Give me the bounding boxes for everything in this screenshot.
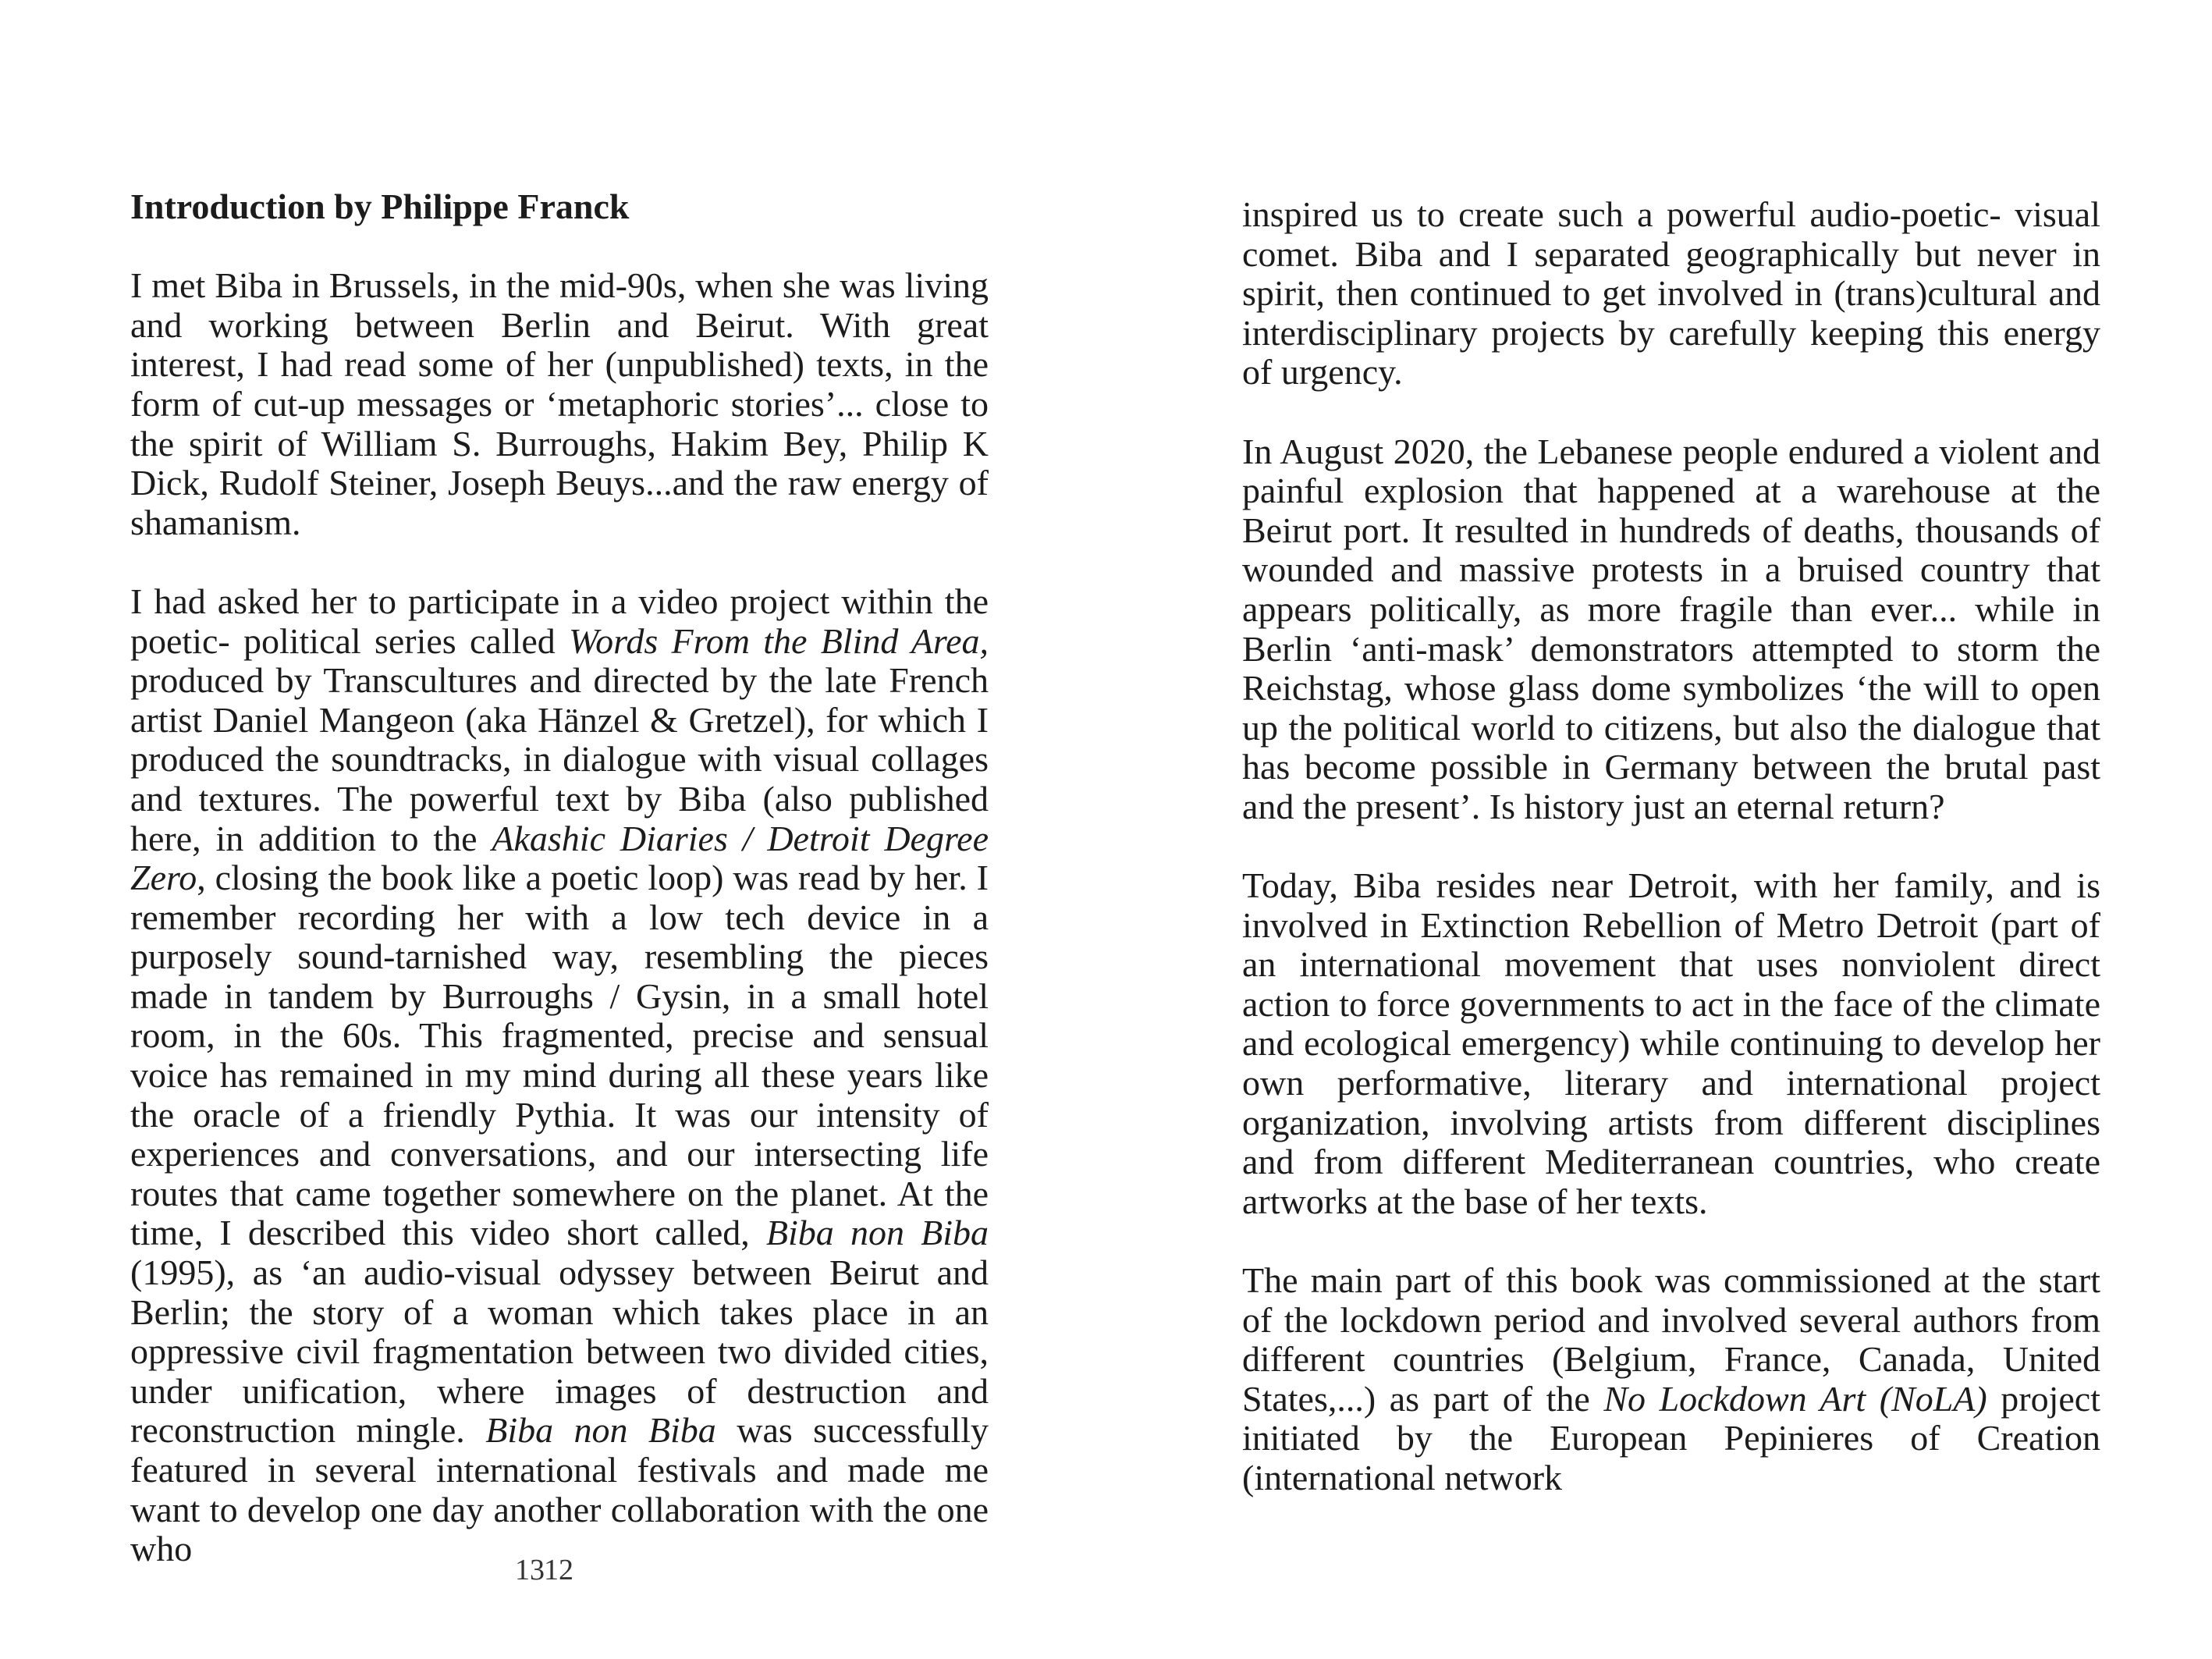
- paragraph-text: Today, Biba resides near Detroit, with her family, and is involved in Extinction Rebellion of Metro Detroit (part of an international movement that uses nonviolent direct action to force governments to act in the face of the climate and ecological emergency) while continuing to develop her own performative, literary and international project organization, involving artists from different disciplines and from different Mediterranean countries, who create artworks at the base of her texts.: [1242, 865, 2100, 1221]
- body-paragraph: [130, 266, 989, 542]
- right-paragraphs: [1242, 195, 2100, 1498]
- body-paragraph: [1242, 195, 2100, 393]
- paragraph-text: In August 2020, the Lebanese people endured a violent and painful explosion that happened at a warehouse at the Beirut port. It resulted in hundreds of deaths, thousands of wounded and massive protests in a bruised country that appears politically, as more fragile than ever... while in Berlin ‘anti-mask’ demonstrators attempted to storm the Reichstag, whose glass dome symbolizes ‘the will to open up the political world to citizens, but also the dialogue that has become possible in Germany between the brutal past and the present’. Is history just an eternal return?: [1242, 431, 2100, 826]
- italic-title-text: Akashic Diaries / Detroit Degree Zero: [130, 818, 989, 898]
- right-text-column: [1242, 195, 2100, 1498]
- italic-title-text: Biba non Biba: [485, 1410, 716, 1451]
- paragraph-text: I had asked her to participate in a video project within the poetic- political series called: [130, 581, 989, 661]
- body-paragraph: [1242, 432, 2100, 827]
- italic-title-text: No Lockdown Art (NoLA): [1603, 1378, 1987, 1419]
- italic-title-text: Biba non Biba: [765, 1213, 989, 1253]
- paragraph-text: , closing the book like a poetic loop) was read by her. I remember recording her with a low tech device in a purposely sound-tarnished way, resembling the pieces made in tandem by Burroughs / Gysin, in a small hotel room, in the 60s. This fragmented, precise and sensual voice has remained in my mind during all these years like the oracle of a friendly Pythia. It was our intensity of experiences and conversations, and our intersecting life routes that came together somewhere on the planet. At the time, I described this video short called,: [130, 858, 989, 1253]
- body-paragraph: [1242, 866, 2100, 1221]
- paragraph-text: produced by Transcultures and directed by the late French artist Daniel Mangeon (aka Hänzel & Gretzel), for which I produced the soundtracks, in dialogue with visual collages and textures. The powerful text by Biba (also published here, in addition to the: [130, 660, 989, 858]
- paragraph-text: project initiated by the European Pepinieres of Creation (international network: [1242, 1378, 2101, 1497]
- body-paragraph: [1242, 1261, 2100, 1498]
- paragraph-text: I met Biba in Brussels, in the mid-90s, when she was living and working between Berlin and Beirut. With great interest, I had read some of her (unpublished) texts, in the form of cut-up messages or ‘metaphoric stories’... close to the spirit of William S. Burroughs, Hakim Bey, Philip K Dick, Rudolf Steiner, Joseph Beuys...and the raw energy of shamanism.: [130, 265, 989, 542]
- body-paragraph: [130, 582, 989, 1569]
- page-number-right: 13: [515, 1554, 545, 1586]
- paragraph-text: The main part of this book was commissioned at the start of the lockdown period and involved several authors from different countries (Belgium, France, Canada, United States,...) as part of the: [1242, 1260, 2100, 1419]
- paragraph-text: (1995), as ‘an audio-visual odyssey between Beirut and Berlin; the story of a woman which takes place in an oppressive civil fragmentation between two divided cities, under unification, where images of destruction and reconstruction mingle.: [130, 1252, 989, 1451]
- paragraph-text: was successfully featured in several international festivals and made me want to develop one day another collaboration with the one who: [130, 1410, 989, 1569]
- italic-title-text: Words From the Blind Area,: [569, 620, 989, 661]
- left-paragraphs: [130, 266, 989, 1569]
- paragraph-text: inspired us to create such a powerful audio-poetic- visual comet. Biba and I separated geographically but never in spirit, then continued to get involved in (trans)cultural and interdisciplinary projects by carefully keeping this energy of urgency.: [1242, 194, 2100, 393]
- chapter-heading: Introduction by Philippe Franck: [130, 187, 630, 226]
- left-text-column: [130, 187, 989, 1569]
- page-number-left: 12: [544, 1554, 573, 1586]
